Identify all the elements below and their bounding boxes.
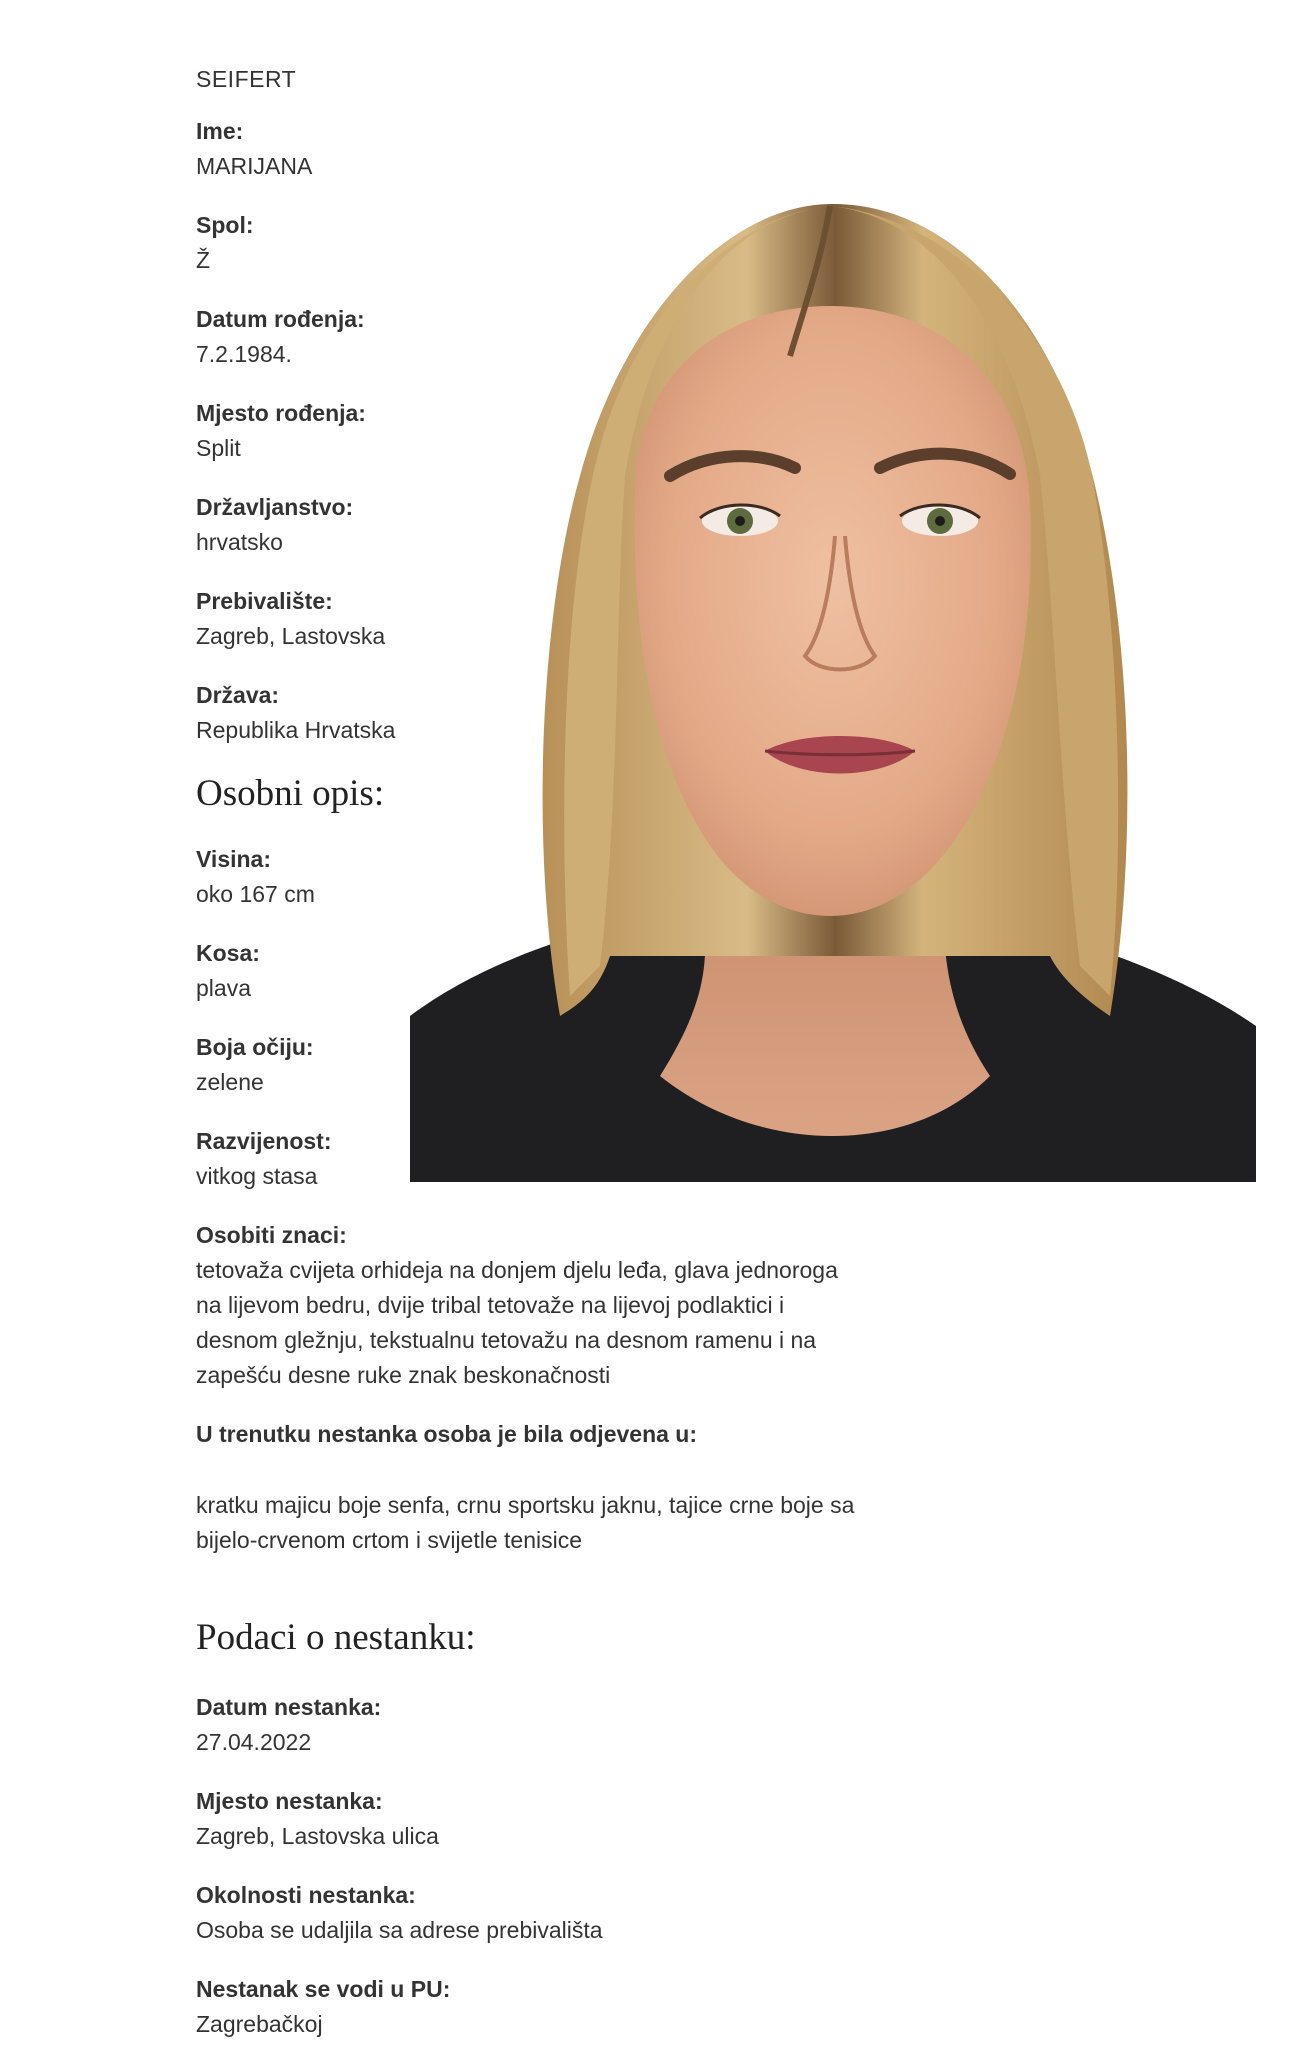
field-value: Zagreb, Lastovska (196, 623, 386, 649)
field-label: Datum rođenja: (196, 306, 365, 332)
field-value: zelene (196, 1069, 264, 1095)
section-title-description: Osobni opis: (196, 773, 385, 814)
field-label: Osobiti znaci: (196, 1222, 347, 1248)
field-label: Datum nestanka: (196, 1694, 382, 1720)
field-disappearance-circumstances (196, 1878, 1076, 1948)
field-value: MARIJANA (196, 153, 313, 179)
field-label: U trenutku nestanka osoba je bila odjevena u: (196, 1421, 698, 1447)
field-value: Republika Hrvatska (196, 717, 396, 743)
field-value: Ž (196, 247, 211, 273)
field-value: tetovaža cvijeta orhideja na donjem djelu leđa, glava jednoroga na lijevom bedru, dvije tribal tetovaže na lijevoj podlaktici i desnom gležnju, tekstualnu tetovažu na desnom ramenu i na zapešću desne ruke znak beskonačnosti (196, 1257, 838, 1388)
field-clothing (196, 1417, 1076, 1558)
field-disappearance-date (196, 1690, 1076, 1760)
field-value: plava (196, 975, 251, 1001)
field-label: Državljanstvo: (196, 494, 354, 520)
field-label: Mjesto rođenja: (196, 400, 366, 426)
surname: SEIFERT (196, 66, 297, 92)
field-label: Visina: (196, 846, 271, 872)
field-label: Boja očiju: (196, 1034, 314, 1060)
field-value: 7.2.1984. (196, 341, 292, 367)
field-value: oko 167 cm (196, 881, 315, 907)
field-label: Spol: (196, 212, 254, 238)
field-label: Nestanak se vodi u PU: (196, 1976, 451, 2002)
field-distinguishing-marks (196, 1218, 1076, 1393)
spacer (196, 1452, 1076, 1488)
field-label: Država: (196, 682, 280, 708)
field-label: Prebivalište: (196, 588, 333, 614)
field-value: 27.04.2022 (196, 1729, 312, 1755)
field-label: Razvijenost: (196, 1128, 332, 1154)
field-value: vitkog stasa (196, 1163, 318, 1189)
field-label: Kosa: (196, 940, 260, 966)
field-label: Ime: (196, 118, 244, 144)
portrait-photo (410, 196, 1256, 1182)
field-label: Mjesto nestanka: (196, 1788, 383, 1814)
field-value: Osoba se udaljila sa adrese prebivališta (196, 1917, 603, 1943)
field-value: Zagrebačkoj (196, 2011, 323, 2037)
field-value: hrvatsko (196, 529, 283, 555)
field-value: Zagreb, Lastovska ulica (196, 1823, 439, 1849)
field-disappearance-place (196, 1784, 1076, 1854)
section-title-disappearance: Podaci o nestanku: (196, 1617, 476, 1658)
field-value: Split (196, 435, 241, 461)
field-first-name (196, 114, 1076, 184)
field-label: Okolnosti nestanka: (196, 1882, 416, 1908)
field-police-department (196, 1972, 1076, 2042)
field-value: kratku majicu boje senfa, crnu sportsku jaknu, tajice crne boje sa bijelo-crvenom crtom i svijetle tenisice (196, 1492, 855, 1553)
portrait-illustration (410, 196, 1256, 1182)
